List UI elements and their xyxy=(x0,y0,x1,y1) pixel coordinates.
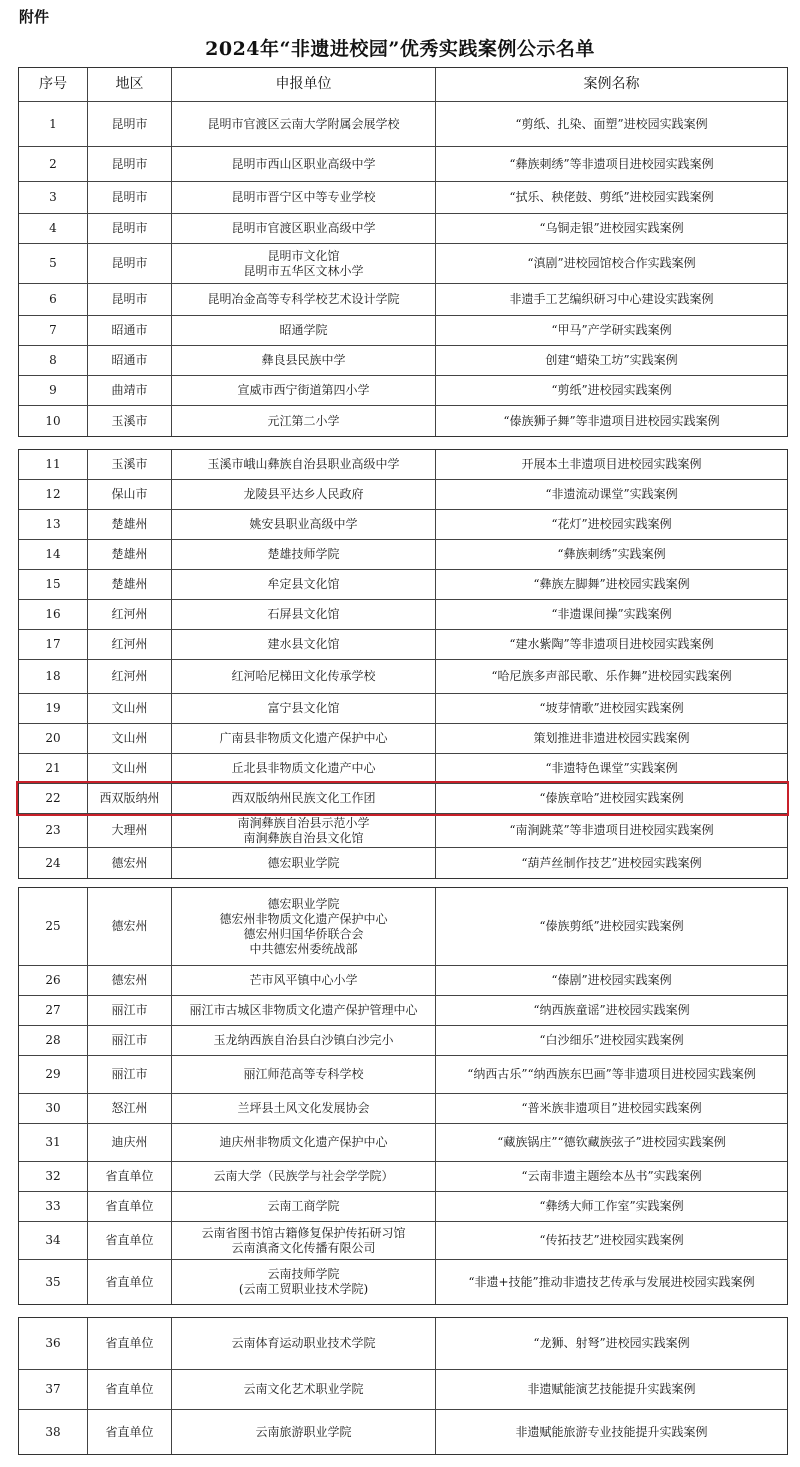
row-case-name: “南涧跳菜”等非遗项目进校园实践案例 xyxy=(509,823,714,837)
row-case-name: “甲马”产学研实践案例 xyxy=(551,323,672,337)
row-number: 20 xyxy=(19,724,88,753)
table-row xyxy=(19,510,787,540)
row-number: 19 xyxy=(19,694,88,723)
table-row xyxy=(19,1094,787,1124)
row-unit: 迪庆州非物质文化遗产保护中心 xyxy=(172,1124,436,1161)
row-case-name: “非遗课间操”实践案例 xyxy=(551,607,672,621)
row-unit: 石屏县文化馆 xyxy=(172,600,436,629)
row-region: 迪庆州 xyxy=(88,1124,172,1161)
row-unit: 富宁县文化馆 xyxy=(172,694,436,723)
row-case-name: “纳西古乐”“纳西族东巴画”等非遗项目进校园实践案例 xyxy=(467,1067,756,1081)
row-region: 省直单位 xyxy=(88,1260,172,1304)
row-unit: 丽江市古城区非物质文化遗产保护管理中心 xyxy=(172,996,436,1025)
row-unit-line: 德宏州非物质文化遗产保护中心 xyxy=(219,911,388,926)
row-region: 昆明市 xyxy=(88,147,172,181)
row-region: 昆明市 xyxy=(88,284,172,315)
table-row xyxy=(19,694,787,724)
row-region: 楚雄州 xyxy=(88,540,172,569)
row-unit-line: 中共德宏州委统战部 xyxy=(249,941,358,956)
row-region: 昭通市 xyxy=(88,316,172,345)
table-row xyxy=(19,1318,787,1370)
row-unit-line: (云南工贸职业技术学院) xyxy=(238,1282,369,1296)
page-title: 2024年“非遗进校园”优秀实践案例公示名单 xyxy=(205,38,595,60)
row-case-name: “彝绣大师工作室”实践案例 xyxy=(539,1199,684,1213)
row-unit xyxy=(172,888,436,965)
row-region: 文山州 xyxy=(88,694,172,723)
table-row xyxy=(19,450,787,480)
row-case-name: “傣族剪纸”进校园实践案例 xyxy=(539,919,684,933)
table-row xyxy=(19,1222,787,1260)
row-case-name: “傣剧”进校园实践案例 xyxy=(551,973,672,987)
table-row xyxy=(19,376,787,406)
row-number: 13 xyxy=(19,510,88,539)
table-row xyxy=(19,540,787,570)
row-number: 35 xyxy=(19,1260,88,1304)
table-row xyxy=(19,570,787,600)
row-region: 保山市 xyxy=(88,480,172,509)
row-unit-line: 云南技师学院 xyxy=(267,1267,340,1281)
row-unit: 云南体育运动职业技术学院 xyxy=(172,1318,436,1369)
row-unit: 云南大学（民族学与社会学学院） xyxy=(172,1162,436,1191)
row-region: 文山州 xyxy=(88,754,172,783)
row-case-name: “剪纸、扎染、面塑”进校园实践案例 xyxy=(515,116,708,131)
table-row xyxy=(19,1124,787,1162)
row-case-name: “坡芽情歌”进校园实践案例 xyxy=(539,701,684,715)
row-unit: 云南工商学院 xyxy=(172,1192,436,1221)
row-case-name: “哈尼族多声部民歌、乐作舞”进校园实践案例 xyxy=(491,669,732,683)
row-unit: 丽江师范高等专科学校 xyxy=(172,1056,436,1093)
table-row xyxy=(19,784,787,814)
row-number: 22 xyxy=(19,784,88,813)
table-section xyxy=(18,449,788,879)
row-case-name: “滇剧”进校园馆校合作实践案例 xyxy=(527,256,696,270)
row-number: 26 xyxy=(19,966,88,995)
row-unit: 牟定县文化馆 xyxy=(172,570,436,599)
row-unit: 昆明冶金高等专科学校艺术设计学院 xyxy=(172,284,436,315)
row-number: 18 xyxy=(19,660,88,693)
table-row xyxy=(19,1026,787,1056)
row-case-name: “傣族章哈”进校园实践案例 xyxy=(539,791,684,805)
row-case-name: 创建“蜡染工坊”实践案例 xyxy=(545,353,678,367)
table-row xyxy=(19,660,787,694)
row-case-name: “傣族狮子舞”等非遗项目进校园实践案例 xyxy=(503,413,720,428)
row-region: 省直单位 xyxy=(88,1192,172,1221)
row-number: 25 xyxy=(19,888,88,965)
table-row xyxy=(19,480,787,510)
row-unit: 西双版纳州民族文化工作团 xyxy=(172,784,436,813)
row-region: 昆明市 xyxy=(88,244,172,283)
row-number: 30 xyxy=(19,1094,88,1123)
row-unit-line: 昆明市五华区文林小学 xyxy=(243,263,364,278)
table-row xyxy=(19,754,787,784)
row-unit-line: 南涧彝族自治县示范小学 xyxy=(237,815,370,830)
row-number: 2 xyxy=(19,147,88,181)
row-number: 9 xyxy=(19,376,88,405)
table-section xyxy=(18,1317,788,1455)
row-unit-line: 德宏职业学院 xyxy=(267,896,340,911)
row-unit: 昭通学院 xyxy=(172,316,436,345)
row-case-name: “剪纸”进校园实践案例 xyxy=(551,383,672,397)
row-case-name: “花灯”进校园实践案例 xyxy=(551,517,672,531)
row-case-name: “纳西族童谣”进校园实践案例 xyxy=(533,1003,690,1017)
row-unit: 昆明市官渡区云南大学附属会展学校 xyxy=(172,102,436,146)
row-unit: 龙陵县平达乡人民政府 xyxy=(172,480,436,509)
row-number: 6 xyxy=(19,284,88,315)
row-region: 丽江市 xyxy=(88,1056,172,1093)
row-number: 4 xyxy=(19,214,88,243)
row-unit: 姚安县职业高级中学 xyxy=(172,510,436,539)
row-unit-line: 德宏州归国华侨联合会 xyxy=(243,926,364,941)
row-number: 17 xyxy=(19,630,88,659)
row-number: 27 xyxy=(19,996,88,1025)
row-unit xyxy=(172,244,436,283)
row-unit: 元江第二小学 xyxy=(172,406,436,436)
row-number: 14 xyxy=(19,540,88,569)
row-case-name: “龙狮、射弩”进校园实践案例 xyxy=(533,1336,690,1350)
row-region: 楚雄州 xyxy=(88,510,172,539)
row-region: 德宏州 xyxy=(88,888,172,965)
row-region: 楚雄州 xyxy=(88,570,172,599)
row-number: 21 xyxy=(19,754,88,783)
table-row xyxy=(19,182,787,214)
table-section xyxy=(18,887,788,1305)
row-number: 38 xyxy=(19,1410,88,1454)
row-unit: 兰坪县土风文化发展协会 xyxy=(172,1094,436,1123)
row-case-name: 开展本土非遗项目进校园实践案例 xyxy=(521,457,702,471)
row-region: 省直单位 xyxy=(88,1162,172,1191)
row-unit: 德宏职业学院 xyxy=(172,848,436,878)
table-row xyxy=(19,214,787,244)
row-region: 玉溪市 xyxy=(88,406,172,436)
row-number: 33 xyxy=(19,1192,88,1221)
row-region: 文山州 xyxy=(88,724,172,753)
row-unit: 昆明市晋宁区中等专业学校 xyxy=(172,182,436,213)
row-region: 丽江市 xyxy=(88,996,172,1025)
table-row xyxy=(19,996,787,1026)
row-unit: 云南旅游职业学院 xyxy=(172,1410,436,1454)
table-row xyxy=(19,724,787,754)
row-number: 34 xyxy=(19,1222,88,1259)
table-row xyxy=(19,1260,787,1304)
row-number: 36 xyxy=(19,1318,88,1369)
table-row xyxy=(19,1056,787,1094)
column-header: 申报单位 xyxy=(172,68,436,101)
row-number: 12 xyxy=(19,480,88,509)
row-number: 31 xyxy=(19,1124,88,1161)
table-header-row xyxy=(19,68,787,102)
row-region: 德宏州 xyxy=(88,966,172,995)
row-unit: 玉溪市峨山彝族自治县职业高级中学 xyxy=(172,450,436,479)
row-case-name: “非遗特色课堂”实践案例 xyxy=(545,761,678,775)
row-unit-line: 南涧彝族自治县文化馆 xyxy=(243,830,364,845)
row-number: 28 xyxy=(19,1026,88,1055)
table-section xyxy=(18,67,788,437)
row-case-name: “建水紫陶”等非遗项目进校园实践案例 xyxy=(509,637,714,651)
row-number: 23 xyxy=(19,814,88,847)
row-region: 省直单位 xyxy=(88,1370,172,1409)
row-unit: 昆明市官渡区职业高级中学 xyxy=(172,214,436,243)
row-number: 5 xyxy=(19,244,88,283)
row-unit-line: 昆明市文化馆 xyxy=(267,248,340,263)
row-number: 32 xyxy=(19,1162,88,1191)
row-region: 昆明市 xyxy=(88,102,172,146)
row-case-name: “非遗+技能”推动非遗技艺传承与发展进校园实践案例 xyxy=(468,1274,755,1289)
row-region: 昭通市 xyxy=(88,346,172,375)
row-number: 37 xyxy=(19,1370,88,1409)
row-number: 24 xyxy=(19,848,88,878)
row-unit: 昆明市西山区职业高级中学 xyxy=(172,147,436,181)
row-region: 省直单位 xyxy=(88,1318,172,1369)
row-unit xyxy=(172,1222,436,1259)
row-unit xyxy=(172,814,436,847)
row-number: 11 xyxy=(19,450,88,479)
table-row xyxy=(19,888,787,966)
row-region: 德宏州 xyxy=(88,848,172,878)
row-case-name: “藏族锅庄”“德钦藏族弦子”进校园实践案例 xyxy=(497,1135,726,1149)
row-unit-line: 云南省图书馆古籍修复保护传拓研习馆 xyxy=(201,1225,406,1240)
row-case-name: “云南非遗主题绘本丛书”实践案例 xyxy=(521,1169,702,1183)
row-unit: 红河哈尼梯田文化传承学校 xyxy=(172,660,436,693)
row-case-name: “葫芦丝制作技艺”进校园实践案例 xyxy=(521,855,702,870)
table-row xyxy=(19,147,787,182)
row-region: 红河州 xyxy=(88,660,172,693)
table-row xyxy=(19,102,787,147)
table-row xyxy=(19,406,787,436)
table-row xyxy=(19,814,787,848)
row-region: 西双版纳州 xyxy=(88,784,172,813)
column-header: 案例名称 xyxy=(583,76,640,92)
row-region: 昆明市 xyxy=(88,214,172,243)
table-row xyxy=(19,346,787,376)
row-unit xyxy=(172,1260,436,1304)
table-row xyxy=(19,316,787,346)
table-row xyxy=(19,244,787,284)
row-case-name: 非遗赋能演艺技能提升实践案例 xyxy=(527,1382,696,1396)
row-unit-line: 云南滇斋文化传播有限公司 xyxy=(231,1240,376,1255)
row-case-name: “彝族刺绣”实践案例 xyxy=(557,547,666,561)
table-row xyxy=(19,1410,787,1454)
row-unit: 玉龙纳西族自治县白沙镇白沙完小 xyxy=(172,1026,436,1055)
table-row xyxy=(19,600,787,630)
row-region: 省直单位 xyxy=(88,1222,172,1259)
table-row xyxy=(19,630,787,660)
row-case-name: “彝族左脚舞”进校园实践案例 xyxy=(533,577,690,591)
attachment-label: 附件 xyxy=(19,8,50,26)
row-unit: 楚雄技师学院 xyxy=(172,540,436,569)
table-row xyxy=(19,966,787,996)
row-unit: 广南县非物质文化遗产保护中心 xyxy=(172,724,436,753)
row-unit: 宣威市西宁街道第四小学 xyxy=(172,376,436,405)
row-unit: 建水县文化馆 xyxy=(172,630,436,659)
row-case-name: “乌铜走银”进校园实践案例 xyxy=(539,221,684,235)
row-case-name: “彝族刺绣”等非遗项目进校园实践案例 xyxy=(509,156,714,171)
row-number: 3 xyxy=(19,182,88,213)
row-number: 15 xyxy=(19,570,88,599)
row-unit: 云南文化艺术职业学院 xyxy=(172,1370,436,1409)
row-case-name: 非遗赋能旅游专业技能提升实践案例 xyxy=(515,1424,708,1439)
row-case-name: “普米族非遗项目”进校园实践案例 xyxy=(521,1101,702,1115)
row-unit: 彝良县民族中学 xyxy=(172,346,436,375)
column-header: 序号 xyxy=(19,68,88,101)
row-case-name: “白沙细乐”进校园实践案例 xyxy=(539,1033,684,1047)
row-region: 玉溪市 xyxy=(88,450,172,479)
row-case-name: 策划推进非遗进校园实践案例 xyxy=(533,731,690,745)
row-region: 大理州 xyxy=(88,814,172,847)
row-unit: 芒市风平镇中心小学 xyxy=(172,966,436,995)
row-unit: 丘北县非物质文化遗产中心 xyxy=(172,754,436,783)
row-number: 7 xyxy=(19,316,88,345)
row-number: 10 xyxy=(19,406,88,436)
row-region: 红河州 xyxy=(88,630,172,659)
row-case-name: “传拓技艺”进校园实践案例 xyxy=(539,1233,684,1247)
row-region: 昆明市 xyxy=(88,182,172,213)
row-region: 丽江市 xyxy=(88,1026,172,1055)
row-region: 怒江州 xyxy=(88,1094,172,1123)
row-case-name: “非遗流动课堂”实践案例 xyxy=(545,487,678,501)
row-number: 16 xyxy=(19,600,88,629)
table-row xyxy=(19,284,787,316)
row-region: 曲靖市 xyxy=(88,376,172,405)
table-row xyxy=(19,848,787,878)
table-row xyxy=(19,1162,787,1192)
column-header: 地区 xyxy=(88,68,172,101)
row-number: 1 xyxy=(19,102,88,146)
row-case-name: 非遗手工艺编织研习中心建设实践案例 xyxy=(509,292,714,306)
row-region: 红河州 xyxy=(88,600,172,629)
row-number: 29 xyxy=(19,1056,88,1093)
row-region: 省直单位 xyxy=(88,1410,172,1454)
table-row xyxy=(19,1370,787,1410)
row-number: 8 xyxy=(19,346,88,375)
table-row xyxy=(19,1192,787,1222)
row-case-name: “拭乐、秧佬鼓、剪纸”进校园实践案例 xyxy=(509,190,714,204)
